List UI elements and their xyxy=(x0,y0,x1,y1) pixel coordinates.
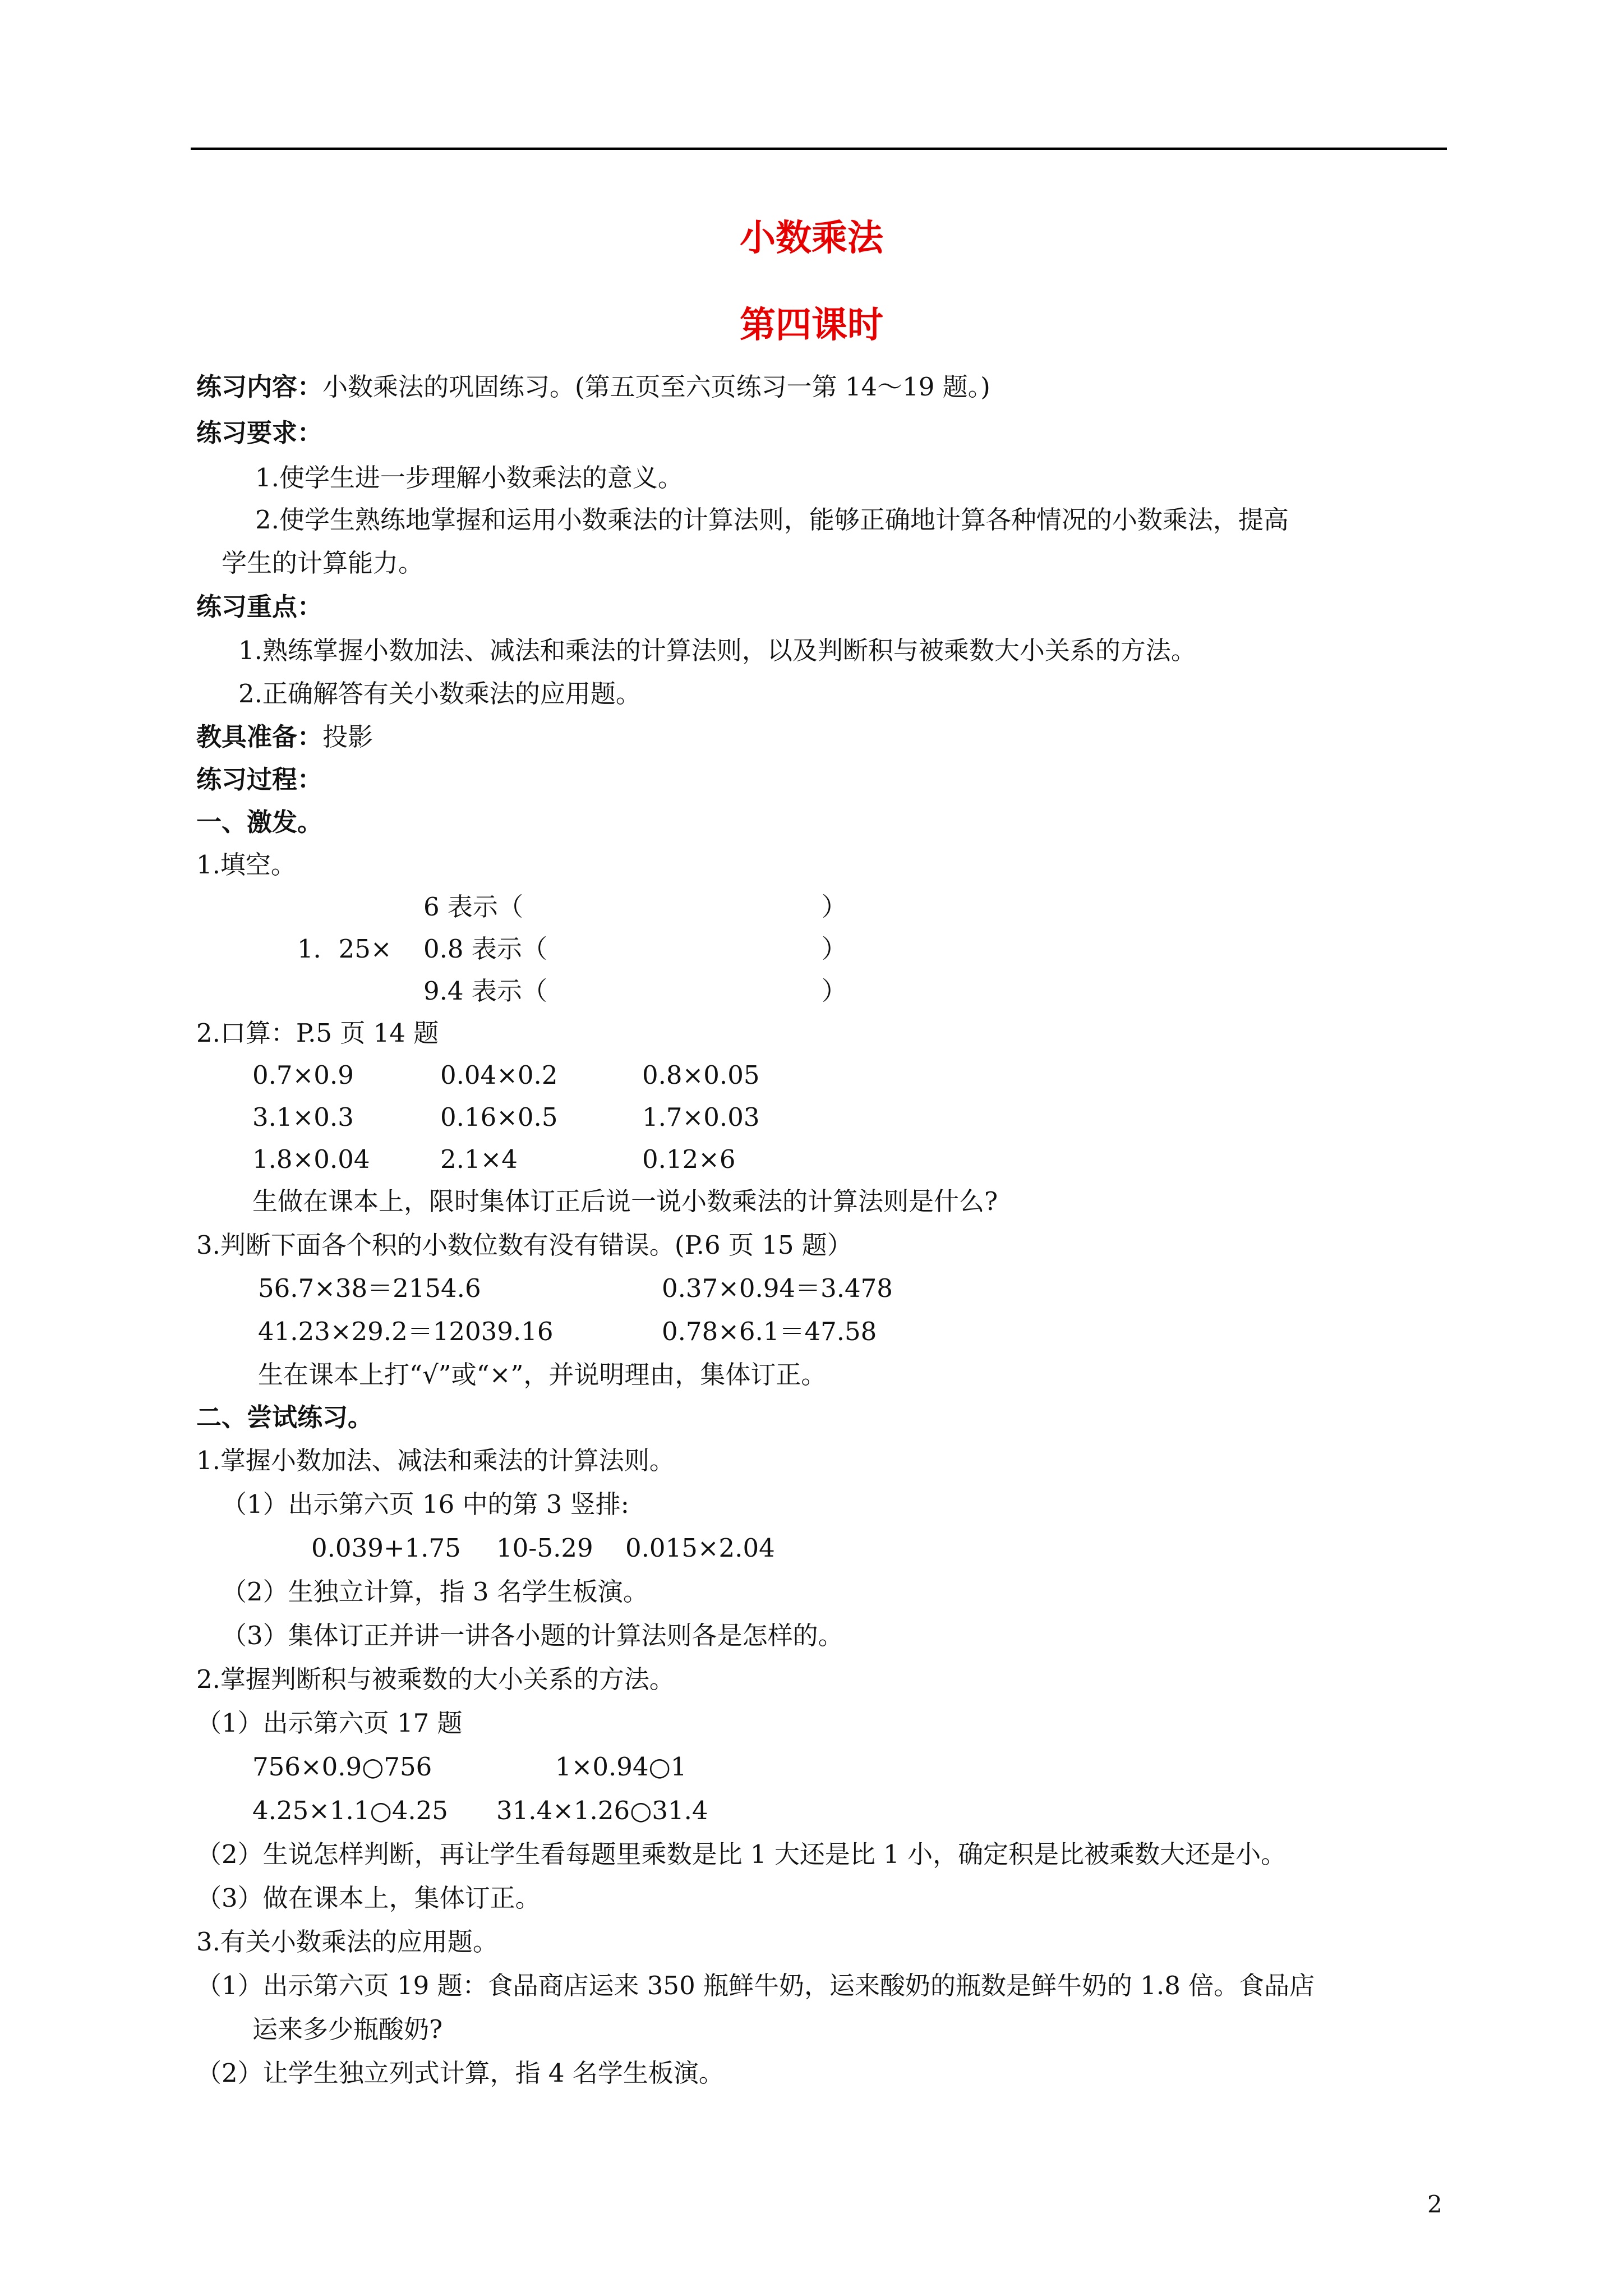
p2-cell: 1×0.94○1 xyxy=(555,1752,687,1782)
p2-cell: 31.4×1.26○31.4 xyxy=(496,1796,708,1825)
key-point-item-1: 1.熟练掌握小数加法、减法和乘法的计算法则，以及判断积与被乘数大小关系的方法。 xyxy=(238,636,1196,665)
q1-close-1: ） xyxy=(822,892,847,922)
content-label: 练习内容： xyxy=(196,372,323,402)
q3-cell: 56.7×38＝2154.6 xyxy=(258,1273,481,1303)
q2-cell: 0.12×6 xyxy=(642,1144,736,1174)
q3-cell: 0.37×0.94＝3.478 xyxy=(662,1273,893,1303)
p3-label: 3.有关小数乘法的应用题。 xyxy=(196,1927,498,1957)
p2-step-3: （3）做在课本上，集体订正。 xyxy=(196,1883,541,1913)
tools-text: 投影 xyxy=(322,722,374,752)
q3-cell: 0.78×6.1＝47.58 xyxy=(662,1317,877,1346)
tools-label: 教具准备： xyxy=(196,722,323,752)
q3-note: 生在课本上打“√”或“×”，并说明理由，集体订正。 xyxy=(258,1360,827,1389)
content-text: 小数乘法的巩固练习。(第五页至六页练习一第 14～19 题。) xyxy=(322,372,990,402)
q2-note: 生做在课本上，限时集体订正后说一说小数乘法的计算法则是什么? xyxy=(252,1186,998,1216)
p3-step-1-cont: 运来多少瓶酸奶? xyxy=(252,2014,443,2044)
q2-cell: 0.7×0.9 xyxy=(252,1060,354,1090)
p2-cell: 756×0.9○756 xyxy=(252,1752,432,1782)
section2-heading: 二、尝试练习。 xyxy=(196,1402,374,1432)
q1-line-2: 0.8 表示（ xyxy=(423,934,547,964)
page-title: 小数乘法 xyxy=(740,218,883,259)
q1-line-3: 9.4 表示（ xyxy=(423,976,547,1006)
q2-cell: 0.8×0.05 xyxy=(642,1060,760,1090)
p3-step-2: （2）让学生独立列式计算，指 4 名学生板演。 xyxy=(196,2058,724,2088)
q2-cell: 1.8×0.04 xyxy=(252,1144,370,1174)
requirement-item-2-cont: 学生的计算能力。 xyxy=(222,548,424,578)
p1-step-3: （3）集体订正并讲一讲各小题的计算法则各是怎样的。 xyxy=(222,1621,843,1650)
key-points-label: 练习重点： xyxy=(196,592,323,622)
section1-heading: 一、激发。 xyxy=(196,807,323,837)
p3-step-1: （1）出示第六页 19 题：食品商店运来 350 瓶鲜牛奶，运来酸奶的瓶数是鲜牛奶的 1.8 倍。食品店 xyxy=(196,1971,1315,2000)
p1-step-1: （1）出示第六页 16 中的第 3 竖排: xyxy=(222,1489,629,1519)
content-line xyxy=(196,369,990,405)
p2-step-2: （2）生说怎样判断，再让学生看每题里乘数是比 1 大还是比 1 小，确定积是比被乘数大还是小。 xyxy=(196,1839,1287,1869)
tools-line xyxy=(196,719,373,755)
q2-cell: 3.1×0.3 xyxy=(252,1102,354,1132)
q2-cell: 1.7×0.03 xyxy=(642,1102,760,1132)
p1-expr: 0.039+1.75 xyxy=(311,1533,461,1563)
page-number: 2 xyxy=(1427,2191,1442,2218)
p2-step-1: （1）出示第六页 17 题 xyxy=(196,1708,463,1738)
q2-label: 2.口算：P.5 页 14 题 xyxy=(196,1018,439,1048)
page-subtitle: 第四课时 xyxy=(740,305,883,346)
q1-close-3: ） xyxy=(822,976,847,1006)
q3-cell: 41.23×29.2＝12039.16 xyxy=(258,1317,554,1346)
p1-expr: 10-5.29 xyxy=(496,1533,593,1563)
q3-label: 3.判断下面各个积的小数位数有没有错误。(P.6 页 15 题） xyxy=(196,1230,852,1260)
q1-lead: 1．25× xyxy=(297,934,392,964)
q1-close-2: ） xyxy=(822,934,847,964)
process-label: 练习过程： xyxy=(196,765,323,794)
key-point-item-2: 2.正确解答有关小数乘法的应用题。 xyxy=(238,679,641,708)
header-rule xyxy=(191,148,1447,150)
p1-label: 1.掌握小数加法、减法和乘法的计算法则。 xyxy=(196,1446,675,1475)
p1-step-2: （2）生独立计算，指 3 名学生板演。 xyxy=(222,1577,648,1607)
q2-cell: 2.1×4 xyxy=(440,1144,518,1174)
p2-cell: 4.25×1.1○4.25 xyxy=(252,1796,448,1825)
requirement-item-1: 1.使学生进一步理解小数乘法的意义。 xyxy=(255,463,683,493)
q1-line-1: 6 表示（ xyxy=(423,892,523,922)
requirement-item-2: 2.使学生熟练地掌握和运用小数乘法的计算法则，能够正确地计算各种情况的小数乘法，提高 xyxy=(255,505,1289,535)
q2-cell: 0.04×0.2 xyxy=(440,1060,558,1090)
requirements-label: 练习要求： xyxy=(196,418,323,448)
q2-cell: 0.16×0.5 xyxy=(440,1102,558,1132)
p2-label: 2.掌握判断积与被乘数的大小关系的方法。 xyxy=(196,1664,675,1694)
p1-expr: 0.015×2.04 xyxy=(625,1533,775,1563)
q1-label: 1.填空。 xyxy=(196,850,296,880)
